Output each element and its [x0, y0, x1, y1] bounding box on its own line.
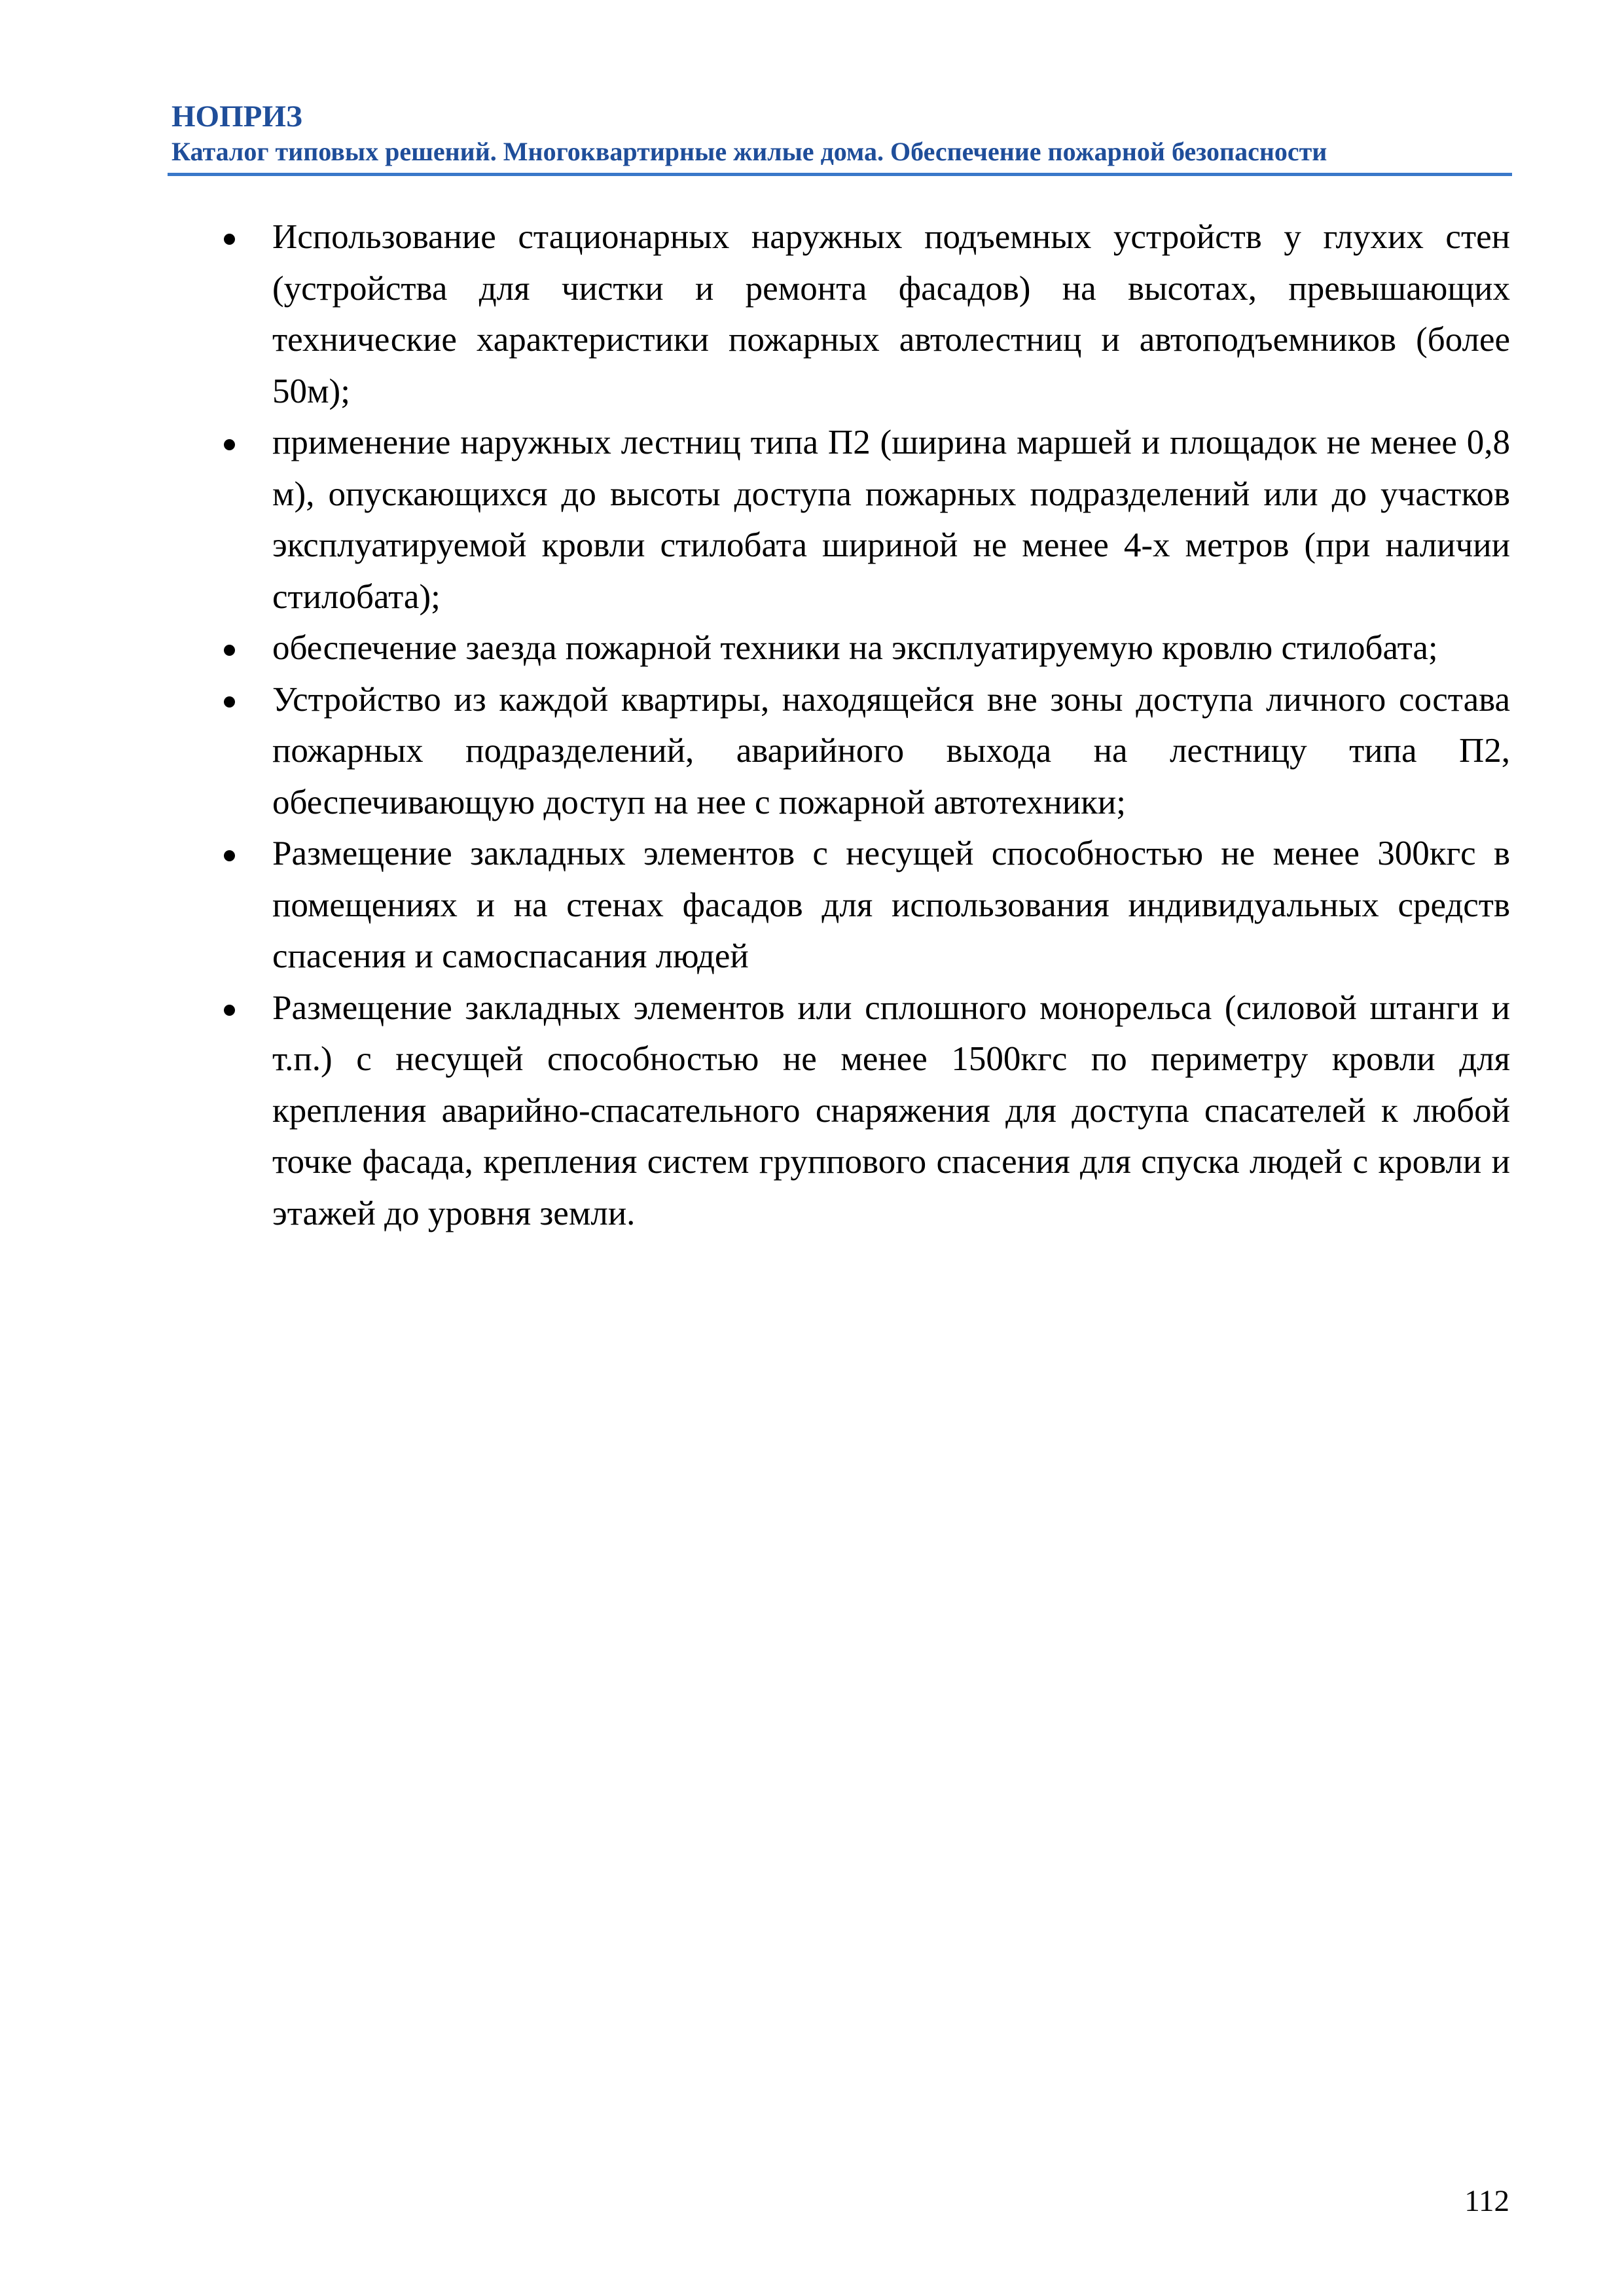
bullet-icon	[224, 439, 235, 450]
bullet-list	[216, 211, 1510, 1239]
list-item-text: Устройство из каждой квартиры, находящейся вне зоны доступа личного состава пожарных подразделений, аварийного выхода на лестницу типа П2, обеспечивающую доступ на нее с пожарной автотехники;	[272, 680, 1510, 821]
bullet-icon	[224, 1005, 235, 1016]
page-header	[171, 98, 1510, 169]
main-content	[216, 211, 1510, 1239]
list-item	[216, 982, 1510, 1240]
bullet-icon	[224, 234, 235, 245]
list-item-text: Размещение закладных элементов или сплошного монорельса (силовой штанги и т.п.) с несущей способностью не менее 1500кгс по периметру кровли для крепления аварийно-спасательного снаряжения для доступа спасателей к любой точке фасада, крепления систем группового спасения для спуска людей с кровли и этажей до уровня земли.	[272, 988, 1510, 1232]
bullet-icon	[224, 645, 235, 656]
list-item	[216, 622, 1510, 674]
list-item-text: Использование стационарных наружных подъемных устройств у глухих стен (устройства для чистки и ремонта фасадов) на высотах, превышающих технические характеристики пожарных автолестниц и автоподъемников (более 50м);	[272, 218, 1510, 410]
bullet-icon	[224, 850, 235, 861]
header-organization: НОПРИЗ	[171, 99, 302, 134]
list-item	[216, 828, 1510, 982]
list-item-text: применение наружных лестниц типа П2 (ширина маршей и площадок не менее 0,8 м), опускающихся до высоты доступа пожарных подразделений или до участков эксплуатируемой кровли стилобата шириной не менее 4-х метров (при наличии стилобата);	[272, 423, 1510, 616]
list-item-text: Размещение закладных элементов с несущей способностью не менее 300кгс в помещениях и на стенах фасадов для использования индивидуальных средств спасения и самоспасания людей	[272, 834, 1510, 975]
list-item	[216, 417, 1510, 622]
header-subtitle: Каталог типовых решений. Многоквартирные жилые дома. Обеспечение пожарной безопасности	[171, 137, 1327, 166]
page-number: 112	[1464, 2184, 1509, 2218]
list-item	[216, 211, 1510, 417]
list-item	[216, 674, 1510, 829]
list-item-text: обеспечение заезда пожарной техники на эксплуатируемую кровлю стилобата;	[272, 629, 1438, 667]
bullet-icon	[224, 696, 235, 708]
header-divider	[168, 173, 1512, 176]
